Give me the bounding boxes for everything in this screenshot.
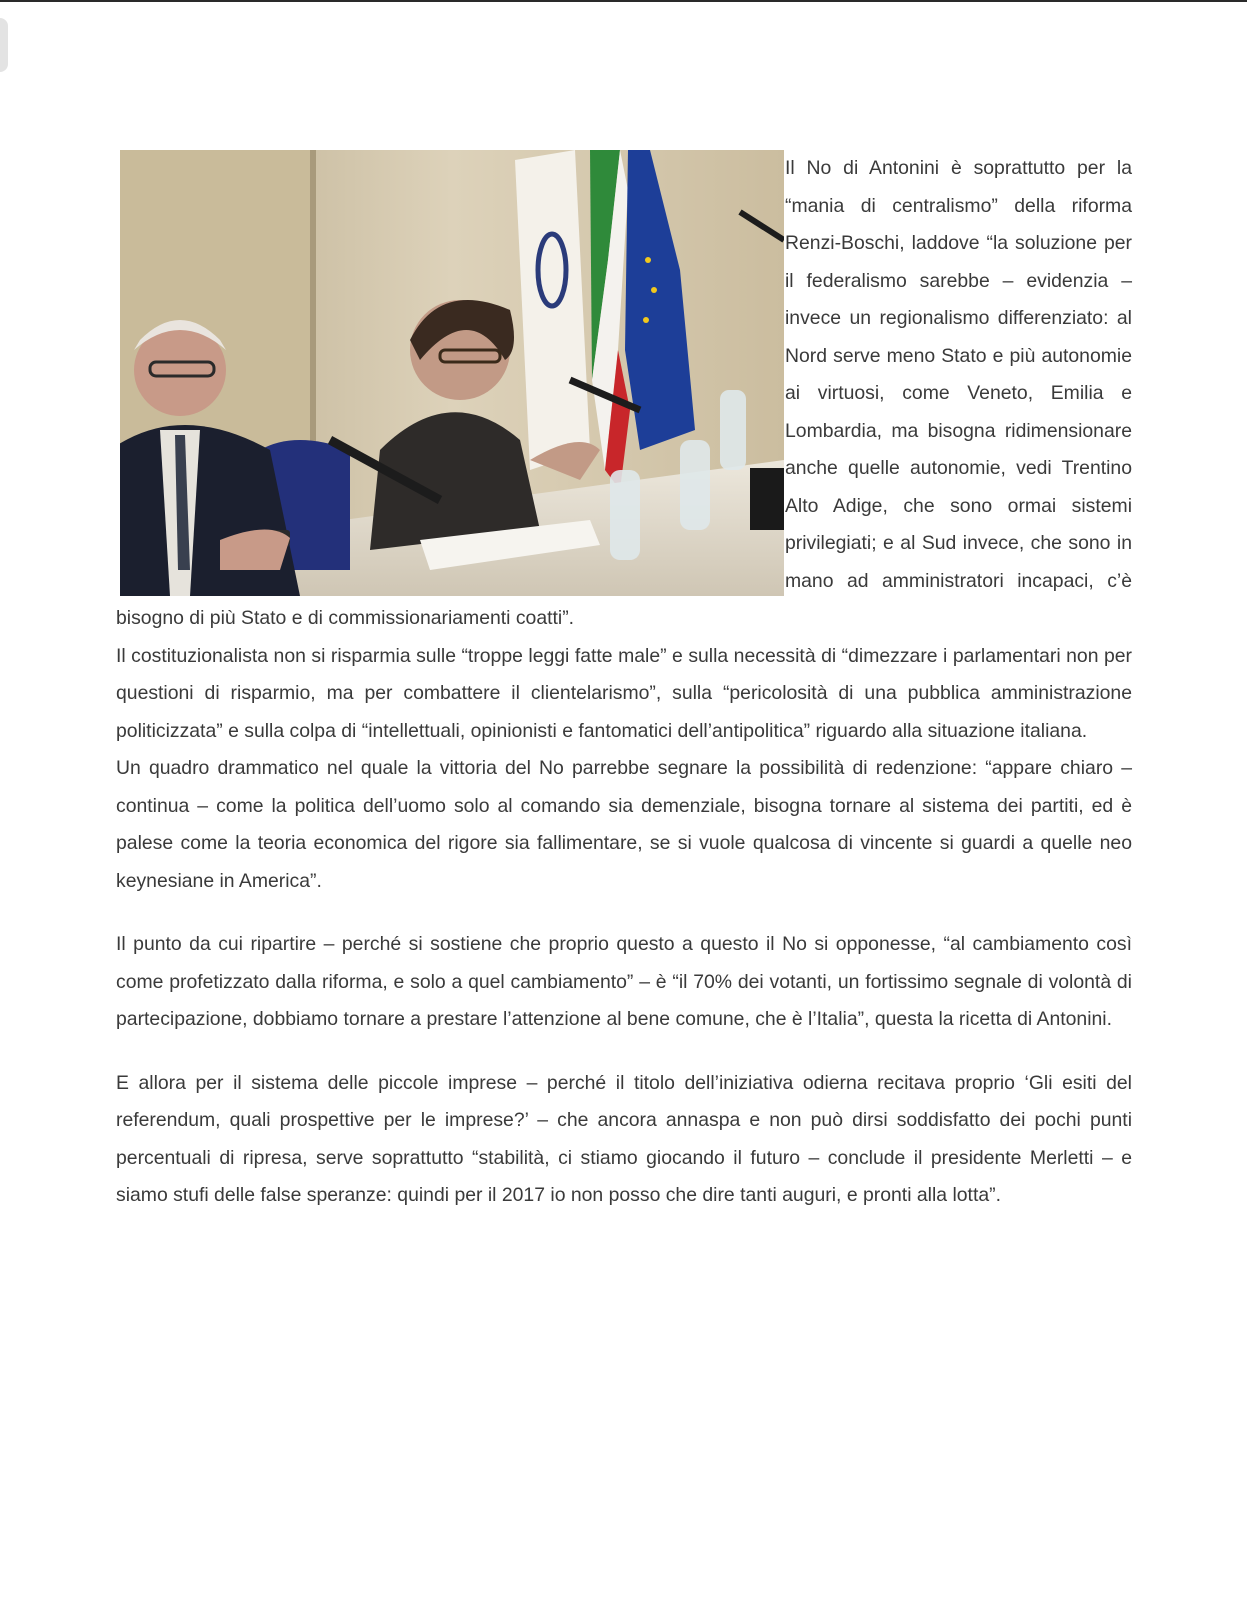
top-border <box>0 0 1247 2</box>
conference-photo <box>120 150 784 596</box>
paragraph-2: Il costituzionalista non si risparmia sulle “troppe leggi fatte male” e sulla necessità di “dimezzare i parlamentari non per questioni di risparmio, ma per combattere il clientelarismo”, sulla “pericolosità di una pubblica amministrazione politicizzata” e sulla colpa di “intellettuali, opinionisti e fantomatici dell’antipolitica” riguardo alla situazione italiana. <box>116 644 1132 742</box>
paragraph-3: Un quadro drammatico nel quale la vittoria del No parrebbe segnare la possibilità di redenzione: “appare chiaro – continua – come la politica dell’uomo solo al comando sia demenziale, bisogna tornare al sistema dei partiti, ed è palese come la teoria economica del rigore sia fallimentare, se si vuole qualcosa di vincente si guardi a quelle neo keynesiane in America”. <box>116 757 1132 892</box>
conference-photo-drawing <box>120 150 784 596</box>
article-body <box>116 150 1132 1215</box>
side-tab-handle[interactable] <box>0 18 8 72</box>
paragraph-5: E allora per il sistema delle piccole imprese – perché il titolo dell’iniziativa odierna recitava proprio ‘Gli esiti del referendum, quali prospettive per le imprese?’ – che ancora annaspa e non può dirsi soddisfatto dei pochi punti percentuali di ripresa, serve soprattutto “stabilità, ci stiamo giocando il futuro – conclude il presidente Merletti – e siamo stufi delle false speranze: quindi per il 2017 io non posso che dire tanti auguri, e pronti alla lotta”. <box>116 1071 1132 1206</box>
paragraph-4: Il punto da cui ripartire – perché si sostiene che proprio questo a questo il No si opponesse, “al cambiamento così come profetizzato dalla riforma, e solo a quel cambiamento” – è “il 70% dei votanti, un fortissimo segnale di volontà di partecipazione, dobbiamo tornare a prestare l’attenzione al bene comune, che è l’Italia”, questa la ricetta di Antonini. <box>116 933 1132 1030</box>
paragraph-1: Il No di Antonini è soprattutto per la “mania di centralismo” della riforma Renzi-Boschi, laddove “la soluzione per il federalismo sarebbe – evidenzia – invece un regionalismo differenziato: al Nord serve meno Stato e più autonomie ai virtuosi, come Veneto, Emilia e Lombardia, ma bisogna ridimensionare anche quelle autonomie, vedi Trentino Alto Adige, che sono ormai sistemi privilegiati; e al Sud invece, che sono in mano ad amministratori incapaci, c’è bisogno di più Stato e di commissionariamenti coatti”. <box>116 157 1132 629</box>
